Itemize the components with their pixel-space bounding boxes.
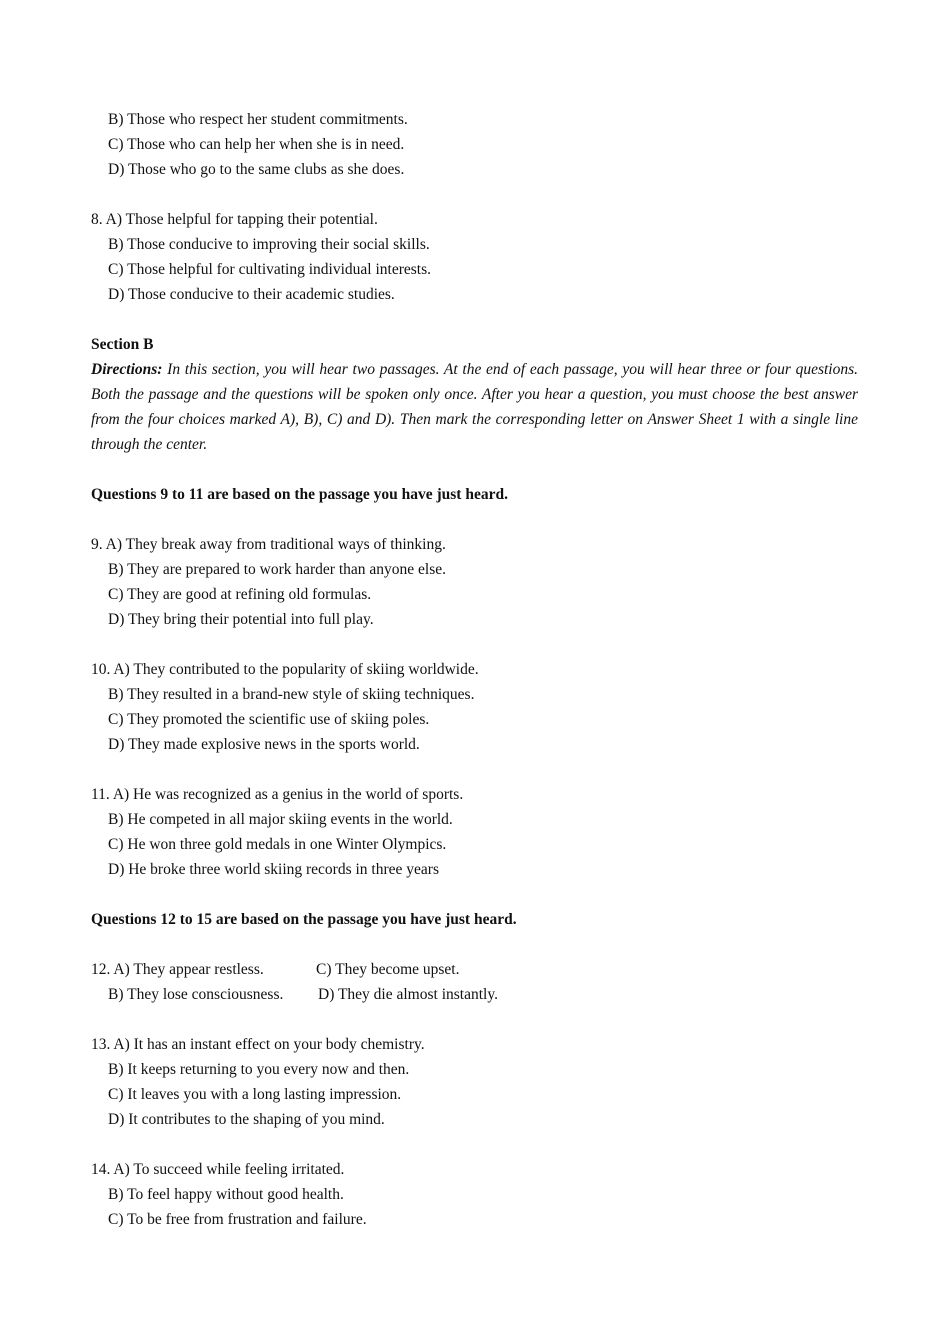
option-9b: B) They are prepared to work harder than anyone else.	[108, 561, 446, 578]
group-2-heading: Questions 12 to 15 are based on the passage you have just heard.	[91, 911, 517, 928]
option-14c: C) To be free from frustration and failure.	[108, 1211, 367, 1228]
section-b-title: Section B	[91, 336, 154, 353]
option-8a: 8. A) Those helpful for tapping their potential.	[91, 211, 378, 228]
question-12-row-2	[91, 982, 858, 1007]
option-10b: B) They resulted in a brand-new style of skiing techniques.	[108, 686, 475, 703]
question-14	[91, 1157, 858, 1232]
option-11d: D) He broke three world skiing records in three years	[108, 861, 439, 878]
question-8	[91, 207, 858, 307]
option-10c: C) They promoted the scientific use of skiing poles.	[108, 711, 430, 728]
option-9a: 9. A) They break away from traditional ways of thinking.	[91, 536, 446, 553]
document-page	[91, 107, 858, 1232]
option-9c: C) They are good at refining old formulas.	[108, 586, 372, 603]
question-11	[91, 782, 858, 882]
option-12b: B) They lose consciousness.	[108, 986, 284, 1003]
option-9d: D) They bring their potential into full play.	[108, 611, 374, 628]
question-12-row-1	[91, 957, 858, 982]
directions-text: In this section, you will hear two passages. At the end of each passage, you will hear three or four questions. Both the passage and the questions will be spoken only once. After you hear a question, you must choose the best answer from the four choices marked A), B), C) and D). Then mark the corresponding letter on Answer Sheet 1 with a single line through the center.	[91, 361, 858, 453]
question-7-options	[91, 107, 858, 182]
option-14a: 14. A) To succeed while feeling irritated.	[91, 1161, 345, 1178]
option-13d: D) It contributes to the shaping of you mind.	[108, 1111, 385, 1128]
option-7b: B) Those who respect her student commitments.	[108, 111, 408, 128]
question-12	[91, 957, 858, 1007]
option-13a: 13. A) It has an instant effect on your body chemistry.	[91, 1036, 425, 1053]
directions-label: Directions:	[91, 361, 163, 378]
option-7c: C) Those who can help her when she is in need.	[108, 136, 405, 153]
question-9	[91, 532, 858, 632]
option-11b: B) He competed in all major skiing events in the world.	[108, 811, 453, 828]
option-13c: C) It leaves you with a long lasting impression.	[108, 1086, 402, 1103]
option-14b: B) To feel happy without good health.	[108, 1186, 344, 1203]
option-8b: B) Those conducive to improving their social skills.	[108, 236, 430, 253]
option-11c: C) He won three gold medals in one Winter Olympics.	[108, 836, 447, 853]
option-12d: D) They die almost instantly.	[318, 986, 498, 1003]
question-10	[91, 657, 858, 757]
option-11a: 11. A) He was recognized as a genius in the world of sports.	[91, 786, 464, 803]
option-12c: C) They become upset.	[316, 961, 460, 978]
option-13b: B) It keeps returning to you every now and then.	[108, 1061, 410, 1078]
option-12a: 12. A) They appear restless.	[91, 961, 264, 978]
option-8d: D) Those conducive to their academic studies.	[108, 286, 395, 303]
question-13	[91, 1032, 858, 1132]
section-b-directions	[91, 357, 858, 457]
option-7d: D) Those who go to the same clubs as she does.	[108, 161, 405, 178]
option-10d: D) They made explosive news in the sports world.	[108, 736, 420, 753]
option-8c: C) Those helpful for cultivating individual interests.	[108, 261, 432, 278]
option-10a: 10. A) They contributed to the popularity of skiing worldwide.	[91, 661, 479, 678]
group-1-heading: Questions 9 to 11 are based on the passage you have just heard.	[91, 486, 508, 503]
